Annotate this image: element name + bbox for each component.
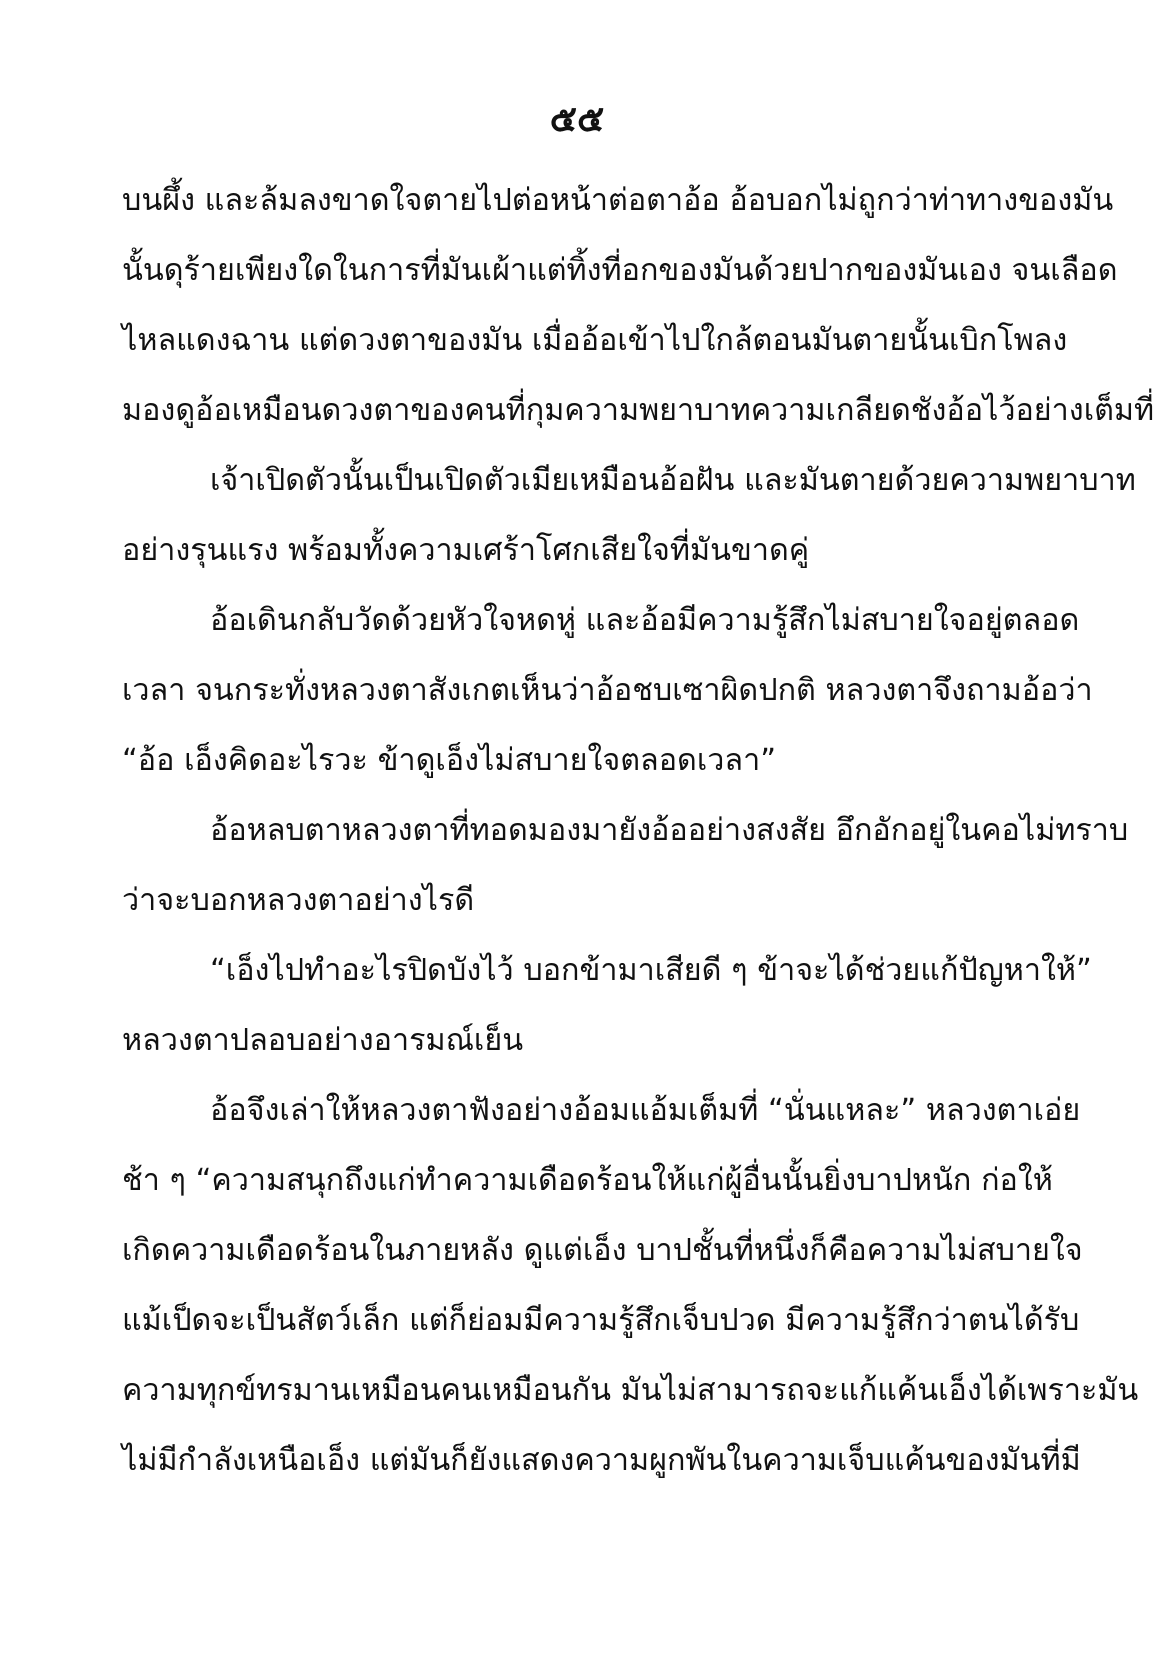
- text-line: ความทุกข์ทรมานเหมือนคนเหมือนกัน มันไม่สามารถจะแก้แค้นเอ็งได้เพราะมัน: [122, 1373, 1139, 1408]
- text-line: ไม่มีกำลังเหนือเอ็ง แต่มันก็ยังแสดงความผูกพันในความเจ็บแค้นของมันที่มี: [122, 1443, 1081, 1478]
- text-line: เวลา จนกระทั่งหลวงตาสังเกตเห็นว่าอ้อชบเซาผิดปกติ หลวงตาจึงถามอ้อว่า: [122, 673, 1093, 708]
- text-line: ช้า ๆ “ความสนุกถึงแก่ทำความเดือดร้อนให้แก่ผู้อื่นนั้นยิ่งบาปหนัก ก่อให้: [122, 1163, 1053, 1198]
- text-line: “อ้อ เอ็งคิดอะไรวะ ข้าดูเอ็งไม่สบายใจตลอดเวลา”: [122, 743, 776, 778]
- text-line: “เอ็งไปทำอะไรปิดบังไว้ บอกข้ามาเสียดี ๆ ข้าจะได้ช่วยแก้ปัญหาให้”: [210, 953, 1092, 988]
- text-line: เจ้าเปิดตัวนั้นเป็นเปิดตัวเมียเหมือนอ้อฝัน และมันตายด้วยความพยาบาท: [210, 463, 1136, 498]
- body-text: [122, 166, 1154, 1496]
- text-line: มองดูอ้อเหมือนดวงตาของคนที่กุมความพยาบาทความเกลียดชังอ้อไว้อย่างเต็มที่: [122, 393, 1154, 428]
- text-line: นั้นดุร้ายเพียงใดในการที่มันเผ้าแต่ทิ้งที่อกของมันด้วยปากของมันเอง จนเลือด: [122, 253, 1118, 288]
- text-line: ว่าจะบอกหลวงตาอย่างไรดี: [122, 883, 475, 918]
- text-line: แม้เป็ดจะเป็นสัตว์เล็ก แต่ก็ย่อมมีความรู้สึกเจ็บปวด มีความรู้สึกว่าตนได้รับ: [122, 1303, 1080, 1338]
- text-line: อ้อหลบตาหลวงตาที่ทอดมองมายังอ้ออย่างสงสัย อึกอักอยู่ในคอไม่ทราบ: [210, 813, 1129, 848]
- text-line: หลวงตาปลอบอย่างอารมณ์เย็น: [122, 1023, 524, 1058]
- text-line: อ้อจึงเล่าให้หลวงตาฟังอย่างอ้อมแอ้มเต็มที่ “นั่นแหละ” หลวงตาเอ่ย: [210, 1093, 1081, 1128]
- text-line: เกิดความเดือดร้อนในภายหลัง ดูแต่เอ็ง บาปชั้นที่หนึ่งก็คือความไม่สบายใจ: [122, 1233, 1083, 1268]
- page-number: ๕๕: [549, 99, 605, 140]
- text-line: อย่างรุนแรง พร้อมทั้งความเศร้าโศกเสียใจที่มันขาดคู่: [122, 533, 810, 568]
- text-line: ไหลแดงฉาน แต่ดวงตาของมัน เมื่ออ้อเข้าไปใกล้ตอนมันตายนั้นเบิกโพลง: [122, 323, 1068, 358]
- text-line: บนผึ้ง และล้มลงขาดใจตายไปต่อหน้าต่อตาอ้อ อ้อบอกไม่ถูกว่าท่าทางของมัน: [122, 183, 1114, 218]
- text-line: อ้อเดินกลับวัดด้วยหัวใจหดหู่ และอ้อมีความรู้สึกไม่สบายใจอยู่ตลอด: [210, 603, 1080, 638]
